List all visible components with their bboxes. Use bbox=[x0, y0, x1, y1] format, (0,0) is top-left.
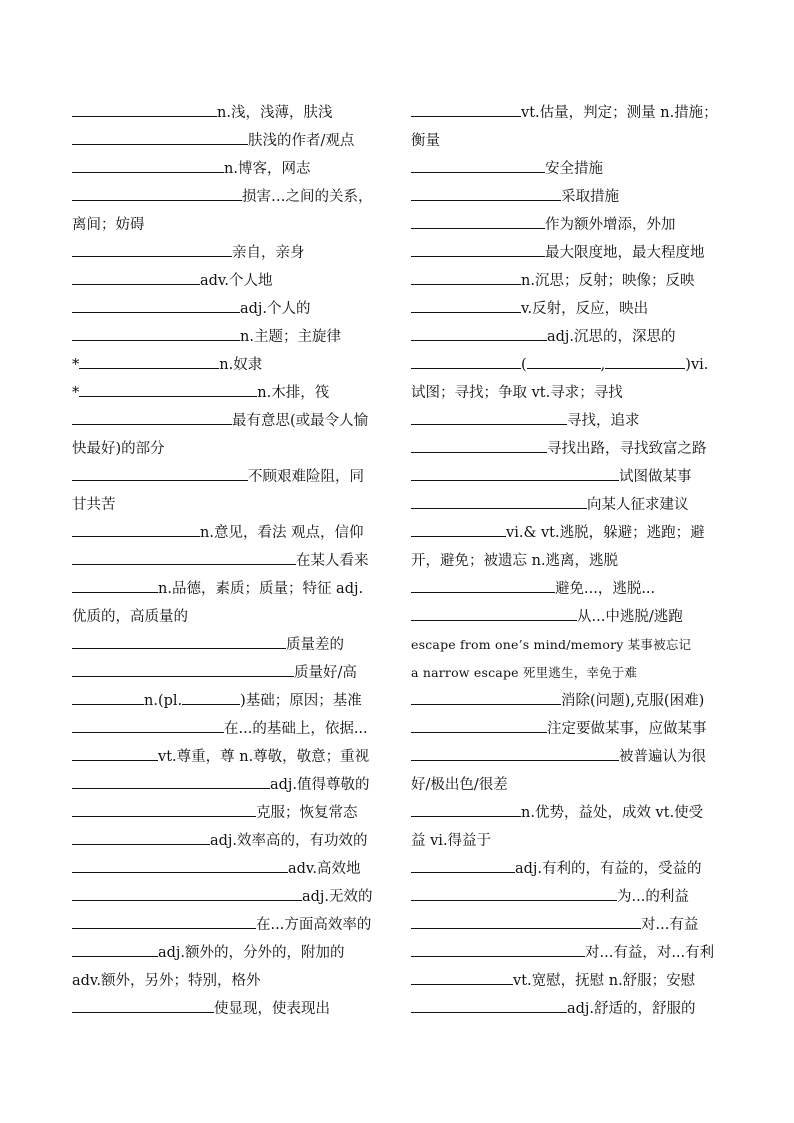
answer-blank[interactable] bbox=[411, 760, 619, 761]
entry-text: 甘共苦 bbox=[72, 497, 116, 513]
vocab-line bbox=[72, 827, 392, 855]
entry-text: n.意见，看法 观点，信仰 bbox=[200, 525, 364, 541]
answer-blank[interactable] bbox=[411, 200, 561, 201]
answer-blank[interactable] bbox=[72, 732, 224, 733]
entry-text: 对...有益，对...有利 bbox=[585, 945, 715, 961]
vocab-line bbox=[72, 183, 392, 211]
vocab-line bbox=[411, 407, 734, 435]
entry-text: adj.效率高的，有功效的 bbox=[210, 833, 368, 849]
vocab-line bbox=[72, 995, 392, 1023]
entry-text: escape from one’s mind/memory 某事被忘记 bbox=[411, 637, 692, 652]
entry-text: 离间；妨碍 bbox=[72, 217, 145, 233]
entry-text: adj.值得尊敬的 bbox=[270, 777, 370, 793]
answer-blank[interactable] bbox=[72, 312, 240, 313]
vocab-line bbox=[72, 295, 392, 323]
entry-text: adj.额外的，分外的，附加的 bbox=[158, 945, 345, 961]
answer-blank[interactable] bbox=[72, 648, 286, 649]
vocab-line bbox=[411, 127, 734, 155]
vocab-line bbox=[72, 99, 392, 127]
answer-blank[interactable] bbox=[72, 424, 232, 425]
entry-text: 对...有益 bbox=[641, 917, 699, 933]
vocab-line bbox=[411, 715, 734, 743]
answer-blank[interactable] bbox=[72, 956, 158, 957]
entry-text: 被普遍认为很 bbox=[619, 749, 706, 765]
vocab-line bbox=[411, 687, 734, 715]
entry-text: 克服；恢复常态 bbox=[256, 805, 358, 821]
answer-blank[interactable] bbox=[72, 676, 294, 677]
answer-blank[interactable] bbox=[411, 928, 641, 929]
vocab-line bbox=[411, 239, 734, 267]
entry-text: 为...的利益 bbox=[617, 889, 689, 905]
entry-text: 质量好/高 bbox=[294, 665, 357, 681]
vocab-line bbox=[411, 659, 734, 687]
vocab-line bbox=[72, 323, 392, 351]
vocab-line bbox=[411, 463, 734, 491]
entry-text: vt.尊重，尊 n.尊敬，敬意；重视 bbox=[158, 749, 370, 765]
entry-text: n.木排，筏 bbox=[257, 385, 330, 401]
vocab-line bbox=[411, 351, 734, 379]
answer-blank[interactable] bbox=[72, 200, 242, 201]
vocab-line bbox=[72, 463, 392, 491]
vocab-line bbox=[72, 967, 392, 995]
vocab-line bbox=[411, 491, 734, 519]
answer-blank[interactable] bbox=[79, 396, 257, 397]
entry-text: ( bbox=[521, 357, 527, 373]
answer-blank[interactable] bbox=[182, 704, 240, 705]
vocab-line bbox=[411, 295, 734, 323]
answer-blank[interactable] bbox=[411, 536, 506, 537]
vocab-line bbox=[411, 155, 734, 183]
vocab-line bbox=[72, 911, 392, 939]
vocab-line bbox=[72, 659, 392, 687]
entry-text: 向某人征求建议 bbox=[587, 497, 689, 513]
entry-text: 最大限度地，最大程度地 bbox=[545, 245, 705, 261]
answer-blank[interactable] bbox=[72, 704, 144, 705]
answer-blank[interactable] bbox=[72, 564, 296, 565]
vocab-line bbox=[72, 407, 392, 435]
entry-text: n.沉思；反射；映像；反映 bbox=[521, 273, 695, 289]
answer-blank[interactable] bbox=[411, 228, 545, 229]
answer-blank[interactable] bbox=[411, 368, 521, 369]
answer-blank[interactable] bbox=[411, 256, 545, 257]
vocab-line bbox=[411, 743, 734, 771]
answer-blank[interactable] bbox=[411, 172, 545, 173]
vocab-line bbox=[72, 127, 392, 155]
entry-text: n.优势，益处，成效 vt.使受 bbox=[521, 805, 704, 821]
answer-blank[interactable] bbox=[411, 1012, 567, 1013]
answer-blank[interactable] bbox=[72, 788, 270, 789]
answer-blank[interactable] bbox=[411, 424, 567, 425]
entry-text: )基础；原因；基准 bbox=[240, 693, 362, 709]
entry-text: 试图做某事 bbox=[619, 469, 692, 485]
entry-text: 试图；寻找；争取 vt.寻求；寻找 bbox=[411, 385, 623, 401]
vocab-line bbox=[411, 379, 734, 407]
vocab-line bbox=[72, 631, 392, 659]
entry-text: 注定要做某事，应做某事 bbox=[547, 721, 707, 737]
entry-text: 最有意思(或最令人愉 bbox=[232, 413, 369, 429]
answer-blank[interactable] bbox=[72, 900, 302, 901]
entry-text: )vi. bbox=[685, 357, 709, 373]
entry-text: n.奴隶 bbox=[219, 357, 263, 373]
answer-blank[interactable] bbox=[72, 844, 210, 845]
answer-blank[interactable] bbox=[72, 760, 158, 761]
entry-text: 质量差的 bbox=[286, 637, 344, 653]
entry-text: n.品德，素质；质量；特征 adj. bbox=[158, 581, 364, 597]
entry-text: 优质的，高质量的 bbox=[72, 609, 188, 625]
vocab-line bbox=[411, 883, 734, 911]
entry-text: 在...方面高效率的 bbox=[256, 917, 372, 933]
vocab-line bbox=[72, 239, 392, 267]
vocab-line bbox=[72, 855, 392, 883]
entry-text: adj.无效的 bbox=[302, 889, 373, 905]
entry-text: 好/极出色/很差 bbox=[411, 777, 508, 793]
vocab-line bbox=[72, 939, 392, 967]
vocab-line bbox=[411, 211, 734, 239]
answer-blank[interactable] bbox=[411, 508, 587, 509]
answer-blank[interactable] bbox=[411, 732, 547, 733]
entry-text: a narrow escape 死里逃生，幸免于难 bbox=[411, 665, 638, 680]
answer-blank[interactable] bbox=[411, 284, 521, 285]
answer-blank[interactable] bbox=[411, 116, 521, 117]
entry-text: 在...的基础上，依据... bbox=[224, 721, 368, 737]
entry-text: , bbox=[600, 357, 606, 373]
entry-text: 采取措施 bbox=[561, 189, 619, 205]
entry-text: adj.舒适的，舒服的 bbox=[567, 1001, 696, 1017]
entry-text: 亲自，亲身 bbox=[232, 245, 305, 261]
answer-blank[interactable] bbox=[411, 900, 617, 901]
vocab-line bbox=[72, 743, 392, 771]
left-column bbox=[72, 99, 392, 1023]
answer-blank[interactable] bbox=[605, 368, 685, 369]
vocab-line bbox=[411, 547, 734, 575]
answer-blank[interactable] bbox=[72, 536, 200, 537]
entry-text: n.(pl. bbox=[144, 693, 183, 709]
answer-blank[interactable] bbox=[411, 984, 513, 985]
entry-text: 快最好)的部分 bbox=[72, 441, 165, 457]
answer-blank[interactable] bbox=[411, 956, 585, 957]
entry-text: adj.有利的，有益的，受益的 bbox=[515, 861, 702, 877]
answer-blank[interactable] bbox=[411, 480, 619, 481]
vocab-line bbox=[72, 435, 392, 463]
entry-text: 寻找出路，寻找致富之路 bbox=[547, 441, 707, 457]
entry-text: vt.估量，判定；测量 n.措施； bbox=[521, 105, 718, 121]
answer-blank[interactable] bbox=[72, 1012, 214, 1013]
entry-text: 安全措施 bbox=[545, 161, 603, 177]
entry-text: 使显现，使表现出 bbox=[214, 1001, 330, 1017]
entry-text: 不顾艰难险阻，同 bbox=[248, 469, 364, 485]
entry-text: adj.个人的 bbox=[240, 301, 311, 317]
entry-text: vt.宽慰，抚慰 n.舒服；安慰 bbox=[513, 973, 696, 989]
entry-text: * bbox=[72, 357, 80, 373]
answer-blank[interactable] bbox=[527, 368, 601, 369]
answer-blank[interactable] bbox=[72, 172, 224, 173]
entry-text: 损害…之间的关系， bbox=[242, 189, 373, 205]
answer-blank[interactable] bbox=[72, 340, 240, 341]
answer-blank[interactable] bbox=[72, 872, 288, 873]
vocab-line bbox=[72, 211, 392, 239]
answer-blank[interactable] bbox=[72, 816, 256, 817]
entry-text: vi.& vt.逃脱，躲避；逃跑；避 bbox=[506, 525, 705, 541]
vocab-line bbox=[72, 547, 392, 575]
vocab-line bbox=[411, 603, 734, 631]
vocab-line bbox=[72, 491, 392, 519]
vocab-line bbox=[72, 771, 392, 799]
vocab-line bbox=[411, 631, 734, 659]
entry-text: 寻找，追求 bbox=[567, 413, 640, 429]
vocab-line bbox=[72, 883, 392, 911]
answer-blank[interactable] bbox=[72, 256, 232, 257]
vocab-line bbox=[411, 967, 734, 995]
answer-blank[interactable] bbox=[411, 312, 521, 313]
vocab-line bbox=[72, 715, 392, 743]
vocab-line bbox=[411, 435, 734, 463]
vocab-line bbox=[411, 99, 734, 127]
vocab-line bbox=[411, 575, 734, 603]
answer-blank[interactable] bbox=[79, 368, 219, 369]
answer-blank[interactable] bbox=[411, 704, 561, 705]
entry-text: 消除(问题),克服(困难) bbox=[561, 693, 705, 709]
answer-blank[interactable] bbox=[411, 592, 555, 593]
vocab-line bbox=[72, 687, 392, 715]
vocab-line bbox=[72, 519, 392, 547]
vocab-line bbox=[411, 855, 734, 883]
entry-text: 开，避免；被遗忘 n.逃离，逃脱 bbox=[411, 553, 619, 569]
entry-text: 在某人看来 bbox=[296, 553, 369, 569]
answer-blank[interactable] bbox=[411, 340, 547, 341]
entry-text: n.浅，浅薄，肤浅 bbox=[217, 105, 333, 121]
entry-text: n.博客，网志 bbox=[224, 161, 311, 177]
vocab-line bbox=[72, 155, 392, 183]
entry-text: adv.额外，另外；特别，格外 bbox=[72, 973, 261, 989]
vocab-line bbox=[72, 603, 392, 631]
entry-text: 从...中逃脱/逃跑 bbox=[577, 609, 683, 625]
entry-text: * bbox=[72, 385, 80, 401]
vocab-line bbox=[411, 323, 734, 351]
answer-blank[interactable] bbox=[411, 816, 521, 817]
entry-text: adv.高效地 bbox=[288, 861, 361, 877]
vocab-line bbox=[72, 799, 392, 827]
vocab-line bbox=[72, 379, 392, 407]
answer-blank[interactable] bbox=[72, 928, 256, 929]
answer-blank[interactable] bbox=[72, 592, 158, 593]
vocab-line bbox=[411, 267, 734, 295]
vocab-line bbox=[411, 911, 734, 939]
entry-text: 益 vi.得益于 bbox=[411, 833, 492, 849]
entry-text: n.主题；主旋律 bbox=[240, 329, 341, 345]
entry-text: adj.沉思的，深思的 bbox=[547, 329, 676, 345]
vocab-line bbox=[411, 995, 734, 1023]
vocab-line bbox=[411, 799, 734, 827]
vocab-line bbox=[72, 575, 392, 603]
answer-blank[interactable] bbox=[411, 872, 515, 873]
vocab-line bbox=[72, 267, 392, 295]
entry-text: adv.个人地 bbox=[200, 273, 273, 289]
vocab-line bbox=[411, 939, 734, 967]
vocab-line bbox=[411, 827, 734, 855]
vocab-line bbox=[411, 771, 734, 799]
entry-text: v.反射，反应，映出 bbox=[521, 301, 649, 317]
answer-blank[interactable] bbox=[411, 620, 577, 621]
vocab-line bbox=[72, 351, 392, 379]
entry-text: 肤浅的作者/观点 bbox=[248, 133, 355, 149]
vocab-line bbox=[411, 183, 734, 211]
answer-blank[interactable] bbox=[411, 452, 547, 453]
entry-text: 避免...，逃脱... bbox=[555, 581, 656, 597]
entry-text: 作为额外增添，外加 bbox=[545, 217, 676, 233]
right-column bbox=[411, 99, 734, 1023]
answer-blank[interactable] bbox=[72, 144, 248, 145]
vocab-line bbox=[411, 519, 734, 547]
answer-blank[interactable] bbox=[72, 284, 200, 285]
answer-blank[interactable] bbox=[72, 480, 248, 481]
answer-blank[interactable] bbox=[72, 116, 217, 117]
entry-text: 衡量 bbox=[411, 133, 440, 149]
